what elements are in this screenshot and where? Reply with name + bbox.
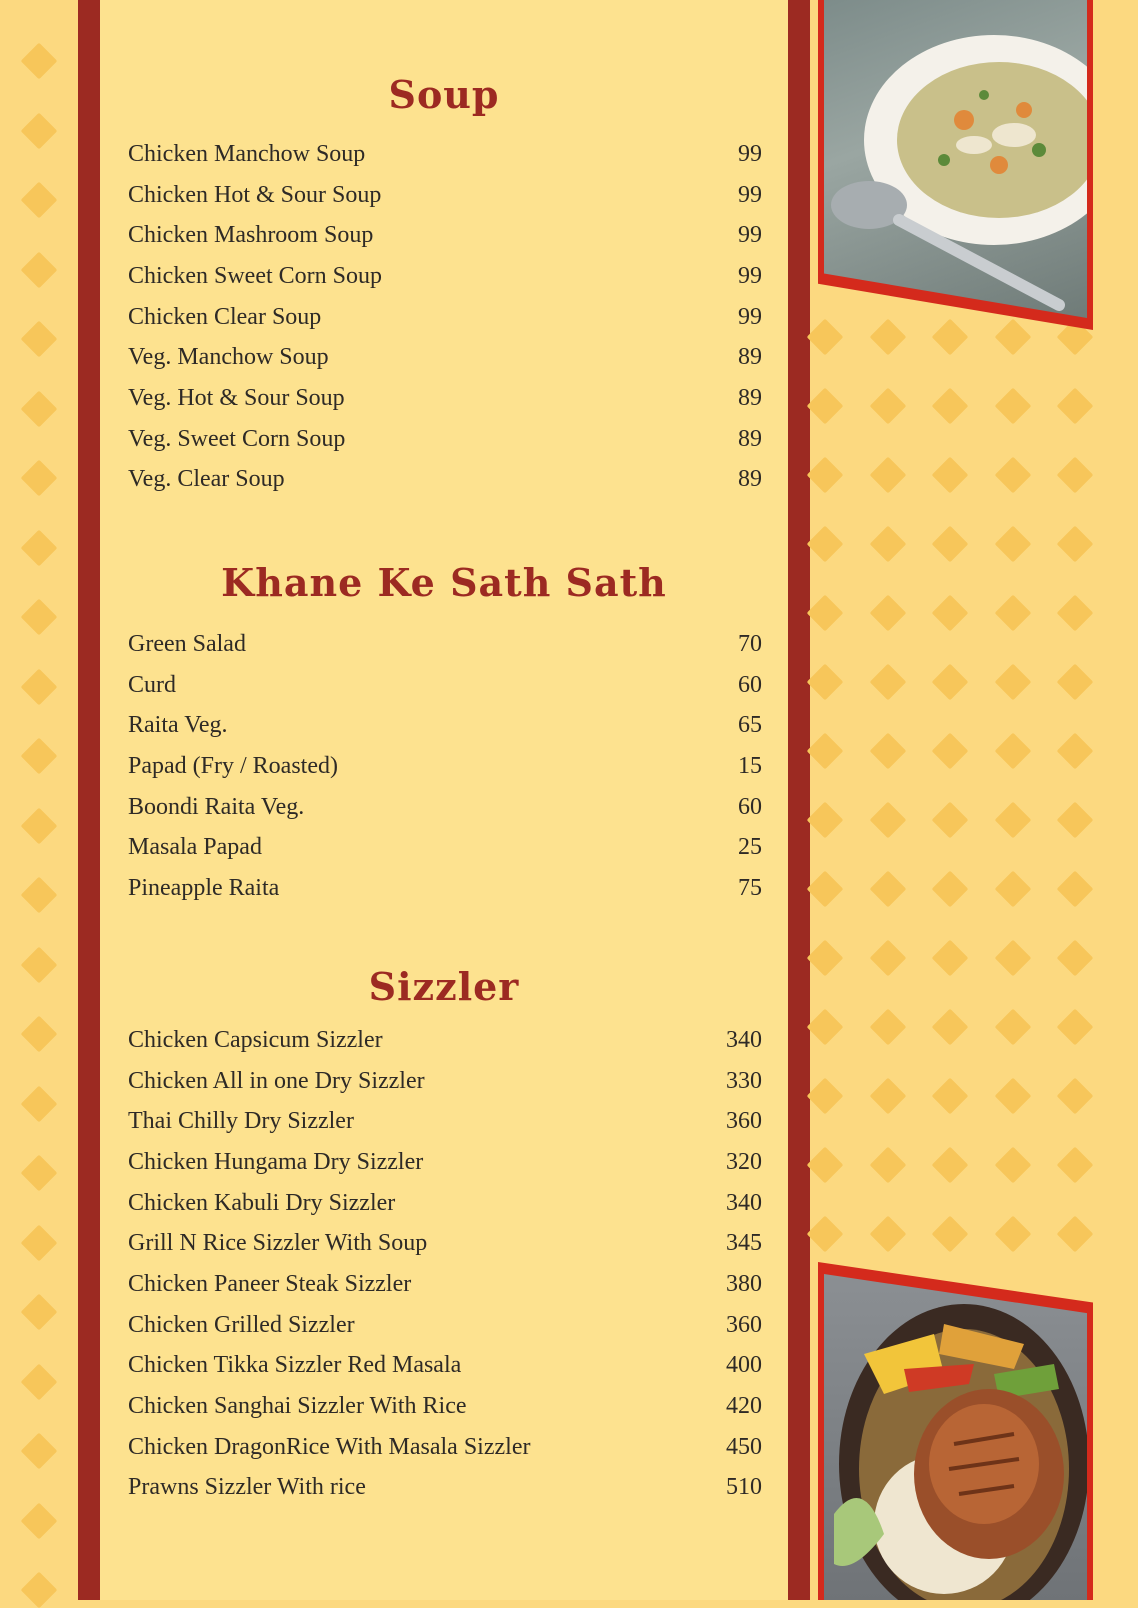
menu-item-price: 360 bbox=[726, 1108, 762, 1135]
menu-item-name: Chicken Clear Soup bbox=[128, 303, 322, 330]
diamond-shape bbox=[21, 112, 58, 149]
diamond-shape bbox=[1057, 595, 1094, 632]
menu-item-name: Chicken Kabuli Dry Sizzler bbox=[128, 1189, 396, 1216]
diamond-shape bbox=[932, 1009, 969, 1046]
diamond-shape bbox=[932, 526, 969, 563]
menu-item-price: 25 bbox=[738, 834, 762, 861]
diamond-shape bbox=[807, 457, 844, 494]
diamond-shape bbox=[932, 1078, 969, 1115]
diamond-shape bbox=[807, 1147, 844, 1184]
diamond-shape bbox=[21, 738, 58, 775]
menu-item bbox=[128, 256, 762, 297]
menu-item-name: Chicken Hot & Sour Soup bbox=[128, 181, 382, 208]
diamond-shape bbox=[1057, 1078, 1094, 1115]
diamond-shape bbox=[869, 940, 906, 977]
menu-item bbox=[128, 337, 762, 378]
menu-item-name: Chicken All in one Dry Sizzler bbox=[128, 1067, 425, 1094]
diamond-shape bbox=[932, 871, 969, 908]
menu-item-price: 320 bbox=[726, 1148, 762, 1175]
menu-item-name: Papad (Fry / Roasted) bbox=[128, 752, 338, 779]
diamond-shape bbox=[807, 802, 844, 839]
diamond-shape bbox=[807, 1009, 844, 1046]
diamond-shape bbox=[1057, 457, 1094, 494]
menu-item-price: 60 bbox=[738, 671, 762, 698]
diamond-shape bbox=[869, 1216, 906, 1253]
diamond-shape bbox=[807, 871, 844, 908]
diamond-shape bbox=[869, 733, 906, 770]
diamond-shape bbox=[807, 733, 844, 770]
diamond-shape bbox=[21, 1572, 58, 1608]
diamond-shape bbox=[1057, 664, 1094, 701]
diamond-shape bbox=[932, 388, 969, 425]
diamond-shape bbox=[869, 664, 906, 701]
diamond-shape bbox=[807, 1216, 844, 1253]
diamond-shape bbox=[1057, 871, 1094, 908]
diamond-shape bbox=[1057, 388, 1094, 425]
diamond-shape bbox=[869, 1147, 906, 1184]
diamond-shape bbox=[869, 595, 906, 632]
menu-item bbox=[128, 460, 762, 501]
diamond-shape bbox=[807, 664, 844, 701]
menu-item bbox=[128, 624, 762, 665]
diamond-shape bbox=[21, 946, 58, 983]
menu-item-price: 99 bbox=[738, 262, 762, 289]
sizzler-photo bbox=[818, 1262, 1093, 1600]
menu-item-price: 330 bbox=[726, 1067, 762, 1094]
menu-item-price: 510 bbox=[726, 1474, 762, 1501]
diamond-shape bbox=[994, 664, 1031, 701]
diamond-shape bbox=[994, 319, 1031, 356]
diamond-shape bbox=[994, 526, 1031, 563]
diamond-shape bbox=[869, 802, 906, 839]
menu-item bbox=[128, 419, 762, 460]
menu-item bbox=[128, 1142, 762, 1183]
menu-panel bbox=[100, 0, 788, 1600]
section-title-khane-ke-sath-sath: Khane Ke Sath Sath bbox=[221, 560, 667, 605]
menu-item-name: Chicken Sanghai Sizzler With Rice bbox=[128, 1393, 467, 1420]
menu-item-name: Chicken Hungama Dry Sizzler bbox=[128, 1148, 424, 1175]
menu-item-name: Green Salad bbox=[128, 630, 246, 657]
diamond-shape bbox=[21, 1224, 58, 1261]
menu-item bbox=[128, 868, 762, 909]
diamond-shape bbox=[21, 599, 58, 636]
menu-item-name: Grill N Rice Sizzler With Soup bbox=[128, 1230, 428, 1257]
menu-item bbox=[128, 1061, 762, 1102]
diamond-shape bbox=[932, 940, 969, 977]
diamond-shape bbox=[932, 733, 969, 770]
diamond-shape bbox=[932, 457, 969, 494]
section-title-sizzler: Sizzler bbox=[368, 964, 520, 1009]
soup-bowl-illustration bbox=[824, 0, 1087, 318]
diamond-shape bbox=[932, 664, 969, 701]
menu-item-name: Veg. Manchow Soup bbox=[128, 344, 329, 371]
soup-photo bbox=[818, 0, 1093, 330]
menu-item-name: Prawns Sizzler With rice bbox=[128, 1474, 366, 1501]
diamond-shape bbox=[932, 319, 969, 356]
diamond-shape bbox=[869, 526, 906, 563]
diamond-shape bbox=[807, 1078, 844, 1115]
diamond-shape bbox=[932, 802, 969, 839]
menu-item bbox=[128, 827, 762, 868]
menu-item-price: 99 bbox=[738, 181, 762, 208]
diamond-shape bbox=[21, 1502, 58, 1539]
diamond-shape bbox=[994, 1147, 1031, 1184]
menu-item bbox=[128, 297, 762, 338]
diamond-shape bbox=[994, 940, 1031, 977]
menu-item-price: 340 bbox=[726, 1189, 762, 1216]
right-red-border bbox=[788, 0, 810, 1600]
diamond-shape bbox=[21, 390, 58, 427]
menu-item bbox=[128, 175, 762, 216]
diamond-shape bbox=[1057, 802, 1094, 839]
diamond-shape bbox=[21, 1433, 58, 1470]
menu-item-price: 345 bbox=[726, 1230, 762, 1257]
menu-item-name: Chicken Grilled Sizzler bbox=[128, 1311, 355, 1338]
menu-item-name: Chicken DragonRice With Masala Sizzler bbox=[128, 1433, 531, 1460]
menu-item-price: 15 bbox=[738, 752, 762, 779]
menu-item-price: 75 bbox=[738, 874, 762, 901]
diamond-shape bbox=[21, 807, 58, 844]
diamond-shape bbox=[807, 388, 844, 425]
menu-item-price: 89 bbox=[738, 384, 762, 411]
menu-item-name: Veg. Hot & Sour Soup bbox=[128, 384, 345, 411]
menu-item-name: Chicken Capsicum Sizzler bbox=[128, 1026, 383, 1053]
menu-item bbox=[128, 787, 762, 828]
menu-item bbox=[128, 705, 762, 746]
menu-item-name: Veg. Sweet Corn Soup bbox=[128, 425, 346, 452]
diamond-shape bbox=[994, 1216, 1031, 1253]
menu-item-name: Chicken Mashroom Soup bbox=[128, 222, 374, 249]
diamond-shape bbox=[869, 871, 906, 908]
menu-item bbox=[128, 1020, 762, 1061]
menu-item bbox=[128, 1223, 762, 1264]
diamond-shape bbox=[932, 1147, 969, 1184]
menu-item-name: Pineapple Raita bbox=[128, 874, 280, 901]
menu-item bbox=[128, 378, 762, 419]
diamond-shape bbox=[869, 1078, 906, 1115]
menu-item bbox=[128, 746, 762, 787]
diamond-shape bbox=[1057, 1216, 1094, 1253]
diamond-shape bbox=[932, 595, 969, 632]
menu-item-name: Boondi Raita Veg. bbox=[128, 793, 305, 820]
diamond-shape bbox=[994, 871, 1031, 908]
menu-item-price: 400 bbox=[726, 1352, 762, 1379]
diamond-shape bbox=[21, 877, 58, 914]
diamond-shape bbox=[21, 321, 58, 358]
menu-item-name: Masala Papad bbox=[128, 834, 262, 861]
menu-item-name: Chicken Manchow Soup bbox=[128, 140, 366, 167]
menu-item bbox=[128, 134, 762, 175]
menu-item-name: Chicken Tikka Sizzler Red Masala bbox=[128, 1352, 462, 1379]
menu-item-price: 340 bbox=[726, 1026, 762, 1053]
diamond-shape bbox=[807, 595, 844, 632]
menu-item-name: Curd bbox=[128, 671, 176, 698]
diamond-shape bbox=[807, 319, 844, 356]
left-red-border bbox=[78, 0, 100, 1600]
diamond-shape bbox=[1057, 940, 1094, 977]
diamond-shape bbox=[994, 457, 1031, 494]
khane-ke-sath-sath-list bbox=[128, 624, 762, 909]
menu-item-price: 65 bbox=[738, 712, 762, 739]
diamond-shape bbox=[869, 1009, 906, 1046]
diamond-shape bbox=[21, 529, 58, 566]
diamond-shape bbox=[21, 1085, 58, 1122]
menu-item-price: 420 bbox=[726, 1393, 762, 1420]
diamond-shape bbox=[932, 1216, 969, 1253]
menu-item-name: Veg. Clear Soup bbox=[128, 466, 285, 493]
diamond-shape bbox=[994, 733, 1031, 770]
menu-item bbox=[128, 1346, 762, 1387]
diamond-shape bbox=[1057, 526, 1094, 563]
menu-item-name: Chicken Sweet Corn Soup bbox=[128, 262, 382, 289]
diamond-shape bbox=[807, 940, 844, 977]
menu-item-price: 99 bbox=[738, 222, 762, 249]
menu-item-price: 70 bbox=[738, 630, 762, 657]
sizzler-list bbox=[128, 1020, 762, 1508]
diamond-shape bbox=[21, 1363, 58, 1400]
diamond-shape bbox=[994, 388, 1031, 425]
diamond-shape bbox=[1057, 733, 1094, 770]
diamond-shape bbox=[21, 668, 58, 705]
menu-item bbox=[128, 1305, 762, 1346]
menu-item bbox=[128, 1427, 762, 1468]
diamond-shape bbox=[21, 1155, 58, 1192]
menu-item-price: 99 bbox=[738, 140, 762, 167]
right-diamond-pattern bbox=[810, 320, 1138, 1280]
menu-item-price: 89 bbox=[738, 344, 762, 371]
diamond-shape bbox=[807, 526, 844, 563]
section-title-soup: Soup bbox=[388, 72, 500, 117]
menu-item-name: Raita Veg. bbox=[128, 712, 228, 739]
menu-item-name: Chicken Paneer Steak Sizzler bbox=[128, 1270, 412, 1297]
menu-item bbox=[128, 1183, 762, 1224]
menu-item bbox=[128, 215, 762, 256]
diamond-shape bbox=[869, 457, 906, 494]
menu-item bbox=[128, 1101, 762, 1142]
soup-list bbox=[128, 134, 762, 500]
menu-item-price: 360 bbox=[726, 1311, 762, 1338]
menu-item bbox=[128, 1264, 762, 1305]
diamond-shape bbox=[994, 595, 1031, 632]
diamond-shape bbox=[869, 388, 906, 425]
menu-item-price: 60 bbox=[738, 793, 762, 820]
menu-item-price: 99 bbox=[738, 303, 762, 330]
menu-item-name: Thai Chilly Dry Sizzler bbox=[128, 1108, 354, 1135]
menu-item bbox=[128, 1386, 762, 1427]
diamond-shape bbox=[994, 1078, 1031, 1115]
menu-item-price: 380 bbox=[726, 1270, 762, 1297]
menu-item-price: 89 bbox=[738, 425, 762, 452]
diamond-shape bbox=[21, 460, 58, 497]
menu-item-price: 89 bbox=[738, 466, 762, 493]
diamond-shape bbox=[994, 802, 1031, 839]
left-diamond-pattern bbox=[0, 0, 78, 1600]
diamond-shape bbox=[21, 1016, 58, 1053]
diamond-shape bbox=[1057, 1009, 1094, 1046]
diamond-shape bbox=[994, 1009, 1031, 1046]
diamond-shape bbox=[21, 251, 58, 288]
menu-item-price: 450 bbox=[726, 1433, 762, 1460]
diamond-shape bbox=[1057, 1147, 1094, 1184]
menu-item bbox=[128, 1468, 762, 1509]
sizzler-plate-illustration bbox=[824, 1274, 1087, 1600]
diamond-shape bbox=[21, 1294, 58, 1331]
diamond-shape bbox=[21, 43, 58, 80]
diamond-shape bbox=[21, 182, 58, 219]
diamond-shape bbox=[869, 319, 906, 356]
menu-item bbox=[128, 665, 762, 706]
